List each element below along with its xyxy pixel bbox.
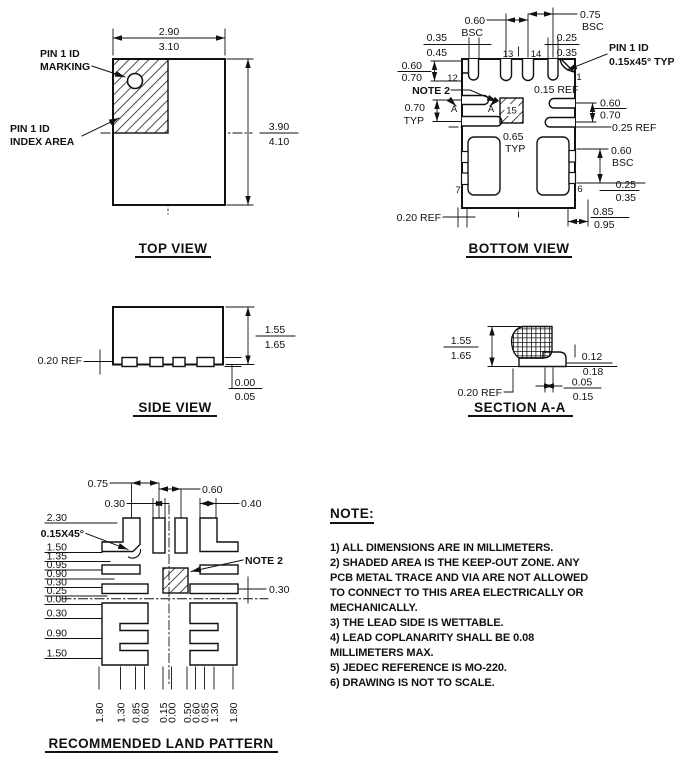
dim-br-max: 0.95 xyxy=(594,219,615,231)
dim-right-len-min: 0.60 xyxy=(600,97,621,110)
section-mold-crosshatch xyxy=(512,327,552,359)
notes-block xyxy=(330,505,589,691)
dim-br-min: 0.85 xyxy=(593,206,614,218)
pin1-id-label-2: 0.15x45° TYP xyxy=(609,56,675,68)
dim-left-pitch-q: TYP xyxy=(403,115,424,127)
dim-tr-min: 0.25 xyxy=(556,32,577,44)
side-lead xyxy=(173,358,185,367)
dim-wettable-max: 0.15 xyxy=(572,391,594,403)
dim-standoff-min: 0.00 xyxy=(234,377,256,389)
land-pad-comb-left xyxy=(102,603,148,665)
pin1-marking-label-2: MARKING xyxy=(40,61,91,73)
top-pad xyxy=(469,59,479,80)
side-lead xyxy=(122,358,137,367)
top-pad-13 xyxy=(501,59,512,81)
bottom-view-title: BOTTOM VIEW xyxy=(468,241,570,256)
land-dim-bottom-3: 0.60 xyxy=(139,702,152,723)
note-line: PCB METAL TRACE AND VIA ARE NOT ALLOWED xyxy=(330,572,589,584)
land-dim-top-1: 0.30 xyxy=(104,498,125,510)
dim-notch-min: 0.25 xyxy=(615,179,636,191)
dim-right-len-max: 0.70 xyxy=(600,109,621,122)
section-mark-a-left: A xyxy=(450,104,458,115)
dim-pad-w-min: 0.35 xyxy=(426,32,447,44)
land-note2-label: NOTE 2 xyxy=(245,555,283,567)
pin1-marking-circle xyxy=(128,74,143,89)
land-dim-bottom-1: 1.30 xyxy=(115,702,128,723)
land-dim-left-9: 0.90 xyxy=(46,627,67,640)
top-view-title: TOP VIEW xyxy=(138,241,208,256)
note-line: MECHANICALLY. xyxy=(330,602,418,614)
land-dim-bottom-2: 0.85 xyxy=(130,702,143,723)
land-dim-left-0: 2.30 xyxy=(46,512,67,524)
dim-tr-max: 0.35 xyxy=(556,47,577,59)
land-dim-top-3: 0.40 xyxy=(241,498,262,510)
land-dim-left-10: 1.50 xyxy=(46,647,67,660)
side-view-title: SIDE VIEW xyxy=(138,400,212,415)
land-dim-bottom-4: 0.15 xyxy=(158,702,170,723)
pin-14: 14 xyxy=(530,49,542,60)
note-line: 1) ALL DIMENSIONS ARE IN MILLIMETERS. xyxy=(330,542,554,554)
dim-notch-pitch: 0.60 xyxy=(611,145,632,157)
dim-body-height-min: 3.90 xyxy=(268,121,290,133)
land-dim-left-4: 0.90 xyxy=(46,568,67,580)
note2-label: NOTE 2 xyxy=(412,85,450,97)
right-pad-1 xyxy=(549,99,575,109)
left-pad-1 xyxy=(462,96,489,105)
pin1-index-label-1: PIN 1 ID xyxy=(10,123,50,135)
land-dim-left-1: 1.50 xyxy=(46,541,67,554)
land-pad-vertical xyxy=(153,518,165,553)
land-pad-vertical xyxy=(175,518,187,553)
land-dim-top-2: 0.60 xyxy=(202,484,223,496)
land-dim-bottom-8: 0.85 xyxy=(199,702,212,723)
land-dim-bottom-9: 1.30 xyxy=(209,702,221,723)
top-pad xyxy=(548,59,558,80)
side-lead xyxy=(150,358,163,367)
pin1-index-hatch-area xyxy=(113,59,168,133)
dim-top-pitch-q: BSC xyxy=(461,27,483,39)
pin-12: 12 xyxy=(447,73,458,84)
pad6-notch xyxy=(569,173,576,184)
notes-body xyxy=(330,541,589,691)
right-pad-2 xyxy=(545,118,575,128)
land-pad-corner-tr xyxy=(200,518,238,552)
land-dim-top-0: 0.75 xyxy=(87,478,108,490)
land-pattern-title: RECOMMENDED LAND PATTERN xyxy=(48,736,274,751)
pin-13: 13 xyxy=(502,49,514,60)
land-dim-left-3: 0.95 xyxy=(46,559,67,571)
bottom-pad-7 xyxy=(468,137,500,195)
pin1-id-label-1: PIN 1 ID xyxy=(609,42,649,54)
dim-notch-pitch-q: BSC xyxy=(612,157,634,169)
note-line: 6) DRAWING IS NOT TO SCALE. xyxy=(330,677,495,689)
land-dim-bottom-6: 0.50 xyxy=(182,702,194,723)
bottom-view xyxy=(397,8,675,257)
dim-side-height-max: 1.65 xyxy=(264,339,286,351)
land-dim-left-6: 0.25 xyxy=(46,585,67,597)
section-mark-a-right: A xyxy=(487,104,495,115)
top-pad-14 xyxy=(523,59,534,81)
land-chamfer-label: 0.15X45° xyxy=(40,528,84,540)
note-line: 3) THE LEAD SIDE IS WETTABLE. xyxy=(330,617,504,629)
land-dim-left-7: 0.00 xyxy=(46,593,67,606)
pad6-notch xyxy=(569,151,576,163)
land-keepout-hatch xyxy=(163,568,188,593)
dim-lead-max: 0.18 xyxy=(582,366,604,378)
side-view-body-outline xyxy=(113,307,223,365)
land-dim-left-2: 1.35 xyxy=(46,550,67,563)
dim-section-height-max: 1.65 xyxy=(450,350,472,362)
dim-corner-len-min: 0.60 xyxy=(401,60,422,72)
land-dim-left-5: 0.30 xyxy=(46,576,67,589)
notes-heading: NOTE: xyxy=(330,506,374,524)
section-aa xyxy=(444,327,617,417)
pad7-notch xyxy=(462,152,469,163)
dim-ref-015: 0.15 REF xyxy=(534,84,579,96)
dim-center-pitch: 0.65 xyxy=(503,131,524,143)
land-dim-bottom-7: 0.60 xyxy=(190,702,203,723)
land-pad-horizontal xyxy=(102,584,148,594)
land-pattern xyxy=(41,478,290,752)
pin1-marking-label-1: PIN 1 ID xyxy=(40,48,80,60)
land-dim-left-8: 0.30 xyxy=(46,607,67,620)
dim-wettable-min: 0.05 xyxy=(571,376,593,389)
land-pad-horizontal xyxy=(190,584,238,594)
dim-body-height-max: 4.10 xyxy=(268,136,290,148)
pin-6: 6 xyxy=(577,184,583,195)
note-line: 4) LEAD COPLANARITY SHALL BE 0.08 xyxy=(330,632,535,644)
land-pad-comb-right xyxy=(190,603,237,665)
land-pad-horizontal xyxy=(102,565,140,574)
dim-body-width-max: 3.10 xyxy=(158,41,180,53)
dim-not-max: 0.35 xyxy=(615,192,636,204)
dim-body-width-min: 2.90 xyxy=(158,26,180,38)
dim-section-ref020: 0.20 REF xyxy=(457,387,502,399)
note-line: TO CONNECT TO THIS AREA ELECTRICALLY OR xyxy=(330,587,584,599)
side-view xyxy=(38,307,295,416)
dim-lead-min: 0.12 xyxy=(581,351,603,363)
land-bottom-dims xyxy=(94,702,240,723)
pin-7: 7 xyxy=(455,185,461,196)
dim-section-height-min: 1.55 xyxy=(450,335,472,347)
section-aa-title: SECTION A-A xyxy=(474,400,566,415)
note-line: 2) SHADED AREA IS THE KEEP-OUT ZONE. ANY xyxy=(330,557,580,569)
dim-pad-w-max: 0.45 xyxy=(426,47,447,59)
dim-standoff-max: 0.05 xyxy=(234,391,256,403)
dim-left-pitch: 0.70 xyxy=(404,102,425,114)
land-dim-right: 0.30 xyxy=(269,584,290,596)
note-line: MILLIMETERS MAX. xyxy=(330,647,434,659)
dim-side-ref020: 0.20 REF xyxy=(37,355,82,367)
dim-top-pitch: 0.60 xyxy=(464,15,485,27)
pin-15: 15 xyxy=(506,105,517,117)
land-pad-horizontal xyxy=(200,565,238,574)
bottom-pad-6 xyxy=(537,137,569,195)
dim-corner-len-max: 0.70 xyxy=(401,72,422,84)
dim-corner-pitch: 0.75 xyxy=(580,9,601,21)
land-dim-bottom-10: 1.80 xyxy=(228,702,240,723)
dim-ref-020: 0.20 REF xyxy=(396,212,441,224)
land-dim-bottom-5: 0.00 xyxy=(166,702,179,723)
pin-1: 1 xyxy=(576,72,582,83)
dim-side-height-min: 1.55 xyxy=(264,324,286,336)
note-line: 5) JEDEC REFERENCE IS MO-220. xyxy=(330,662,507,674)
top-view xyxy=(10,26,298,257)
dim-center-pitch-q: TYP xyxy=(505,143,526,155)
pin1-index-label-2: INDEX AREA xyxy=(10,136,75,148)
pad7-notch xyxy=(462,173,469,185)
dim-ref-025: 0.25 REF xyxy=(612,122,657,134)
side-lead xyxy=(197,358,214,367)
left-pad-2 xyxy=(462,117,502,127)
land-dim-bottom-0: 1.80 xyxy=(94,702,106,723)
dim-corner-pitch-q: BSC xyxy=(582,21,604,33)
